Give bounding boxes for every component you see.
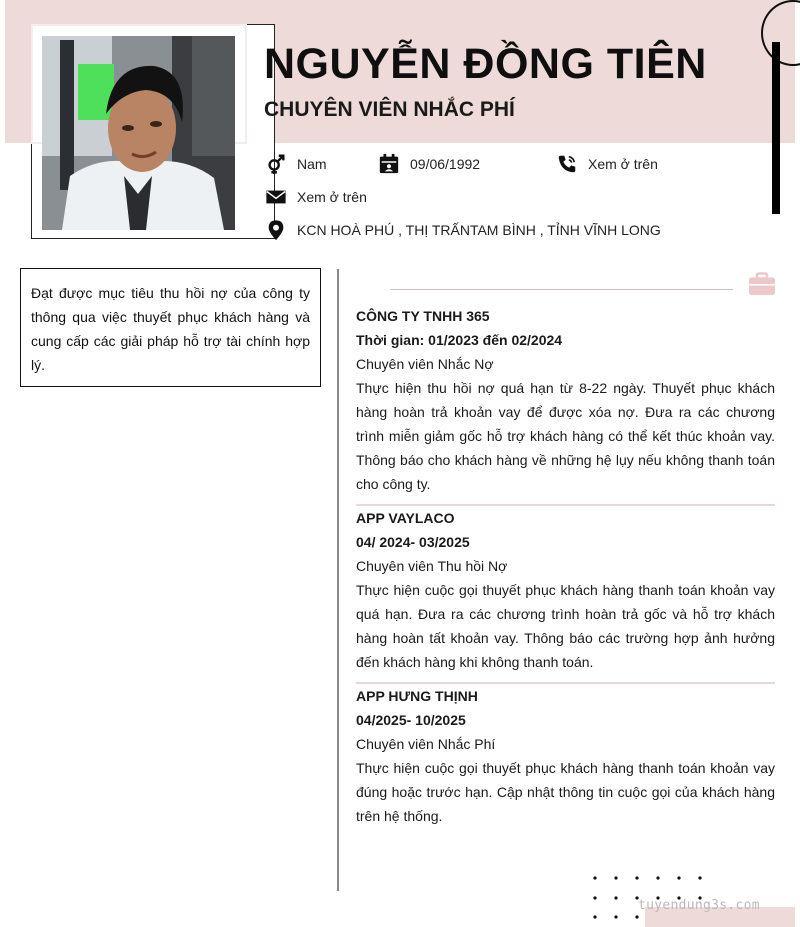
career-objective: Đạt được mục tiêu thu hồi nợ của công ty thông qua việc thuyết phục khách hàng và cung cấp các giải pháp hỗ trợ tài chính hợp lý. xyxy=(20,268,321,387)
address-info xyxy=(265,219,661,241)
experience-item xyxy=(356,304,775,496)
gender-info xyxy=(265,153,327,175)
job-title: CHUYÊN VIÊN NHẮC PHÍ xyxy=(264,98,515,121)
experience-role: Chuyên viên Nhắc Nợ xyxy=(356,356,494,372)
phone-value: Xem ở trên xyxy=(588,156,658,172)
email-info xyxy=(265,186,367,208)
phone-info xyxy=(556,153,658,175)
watermark: tuyendung3s.com xyxy=(638,898,760,913)
experience-company: APP VAYLACO xyxy=(356,510,455,526)
address-value: KCN HOÀ PHÚ , THỊ TRẤNTAM BÌNH , TỈNH VĨNH LONG xyxy=(297,222,661,238)
avatar xyxy=(42,36,235,230)
calendar-icon xyxy=(378,153,400,175)
experience-period: 04/2025- 10/2025 xyxy=(356,712,466,728)
experience-period: 04/ 2024- 03/2025 xyxy=(356,534,470,550)
briefcase-icon xyxy=(748,272,776,296)
gender-icon xyxy=(265,153,287,175)
experience-description: Thực hiện thu hồi nợ quá hạn từ 8-22 ngày. Thuyết phục khách hàng hoàn trả khoản vay để được xóa nợ. Đưa ra các chương trình miễn giảm gốc hỗ trợ khách hàng có thể kết thúc khoản vay. Thông báo cho khách hàng về những hệ lụy nếu không thanh toán cho công ty. xyxy=(356,380,775,492)
experience-company: CÔNG TY TNHH 365 xyxy=(356,308,490,324)
experience-item xyxy=(356,684,775,828)
experience-period: Thời gian: 01/2023 đến 02/2024 xyxy=(356,332,563,348)
phone-icon xyxy=(556,153,578,175)
map-pin-icon xyxy=(265,219,287,241)
column-divider xyxy=(337,269,339,891)
candidate-name: NGUYỄN ĐỒNG TIÊN xyxy=(264,40,707,88)
birthdate-value: 09/06/1992 xyxy=(410,156,481,172)
experience-description: Thực hiện cuộc gọi thuyết phục khách hàng thanh toán khoản vay quá hạn. Đưa ra các chương trình hoàn trả gốc và hỗ trợ khách hàng hoàn tất khoản vay. Thông báo các trường hợp ảnh hưởng đến khách hàng khi không thanh toán. xyxy=(356,582,775,670)
experience-role: Chuyên viên Nhắc Phí xyxy=(356,736,496,752)
experience-description: Thực hiện cuộc gọi thuyết phục khách hàng thanh toán khoản vay đúng hoặc trước hạn. Cập nhật thông tin cuộc gọi của khách hàng trên hệ thống. xyxy=(356,760,775,824)
experience-item xyxy=(356,506,775,674)
birthdate-info xyxy=(378,153,480,175)
gender-value: Nam xyxy=(297,156,327,172)
experience-company: APP HƯNG THỊNH xyxy=(356,688,478,704)
decorative-bar xyxy=(772,42,780,214)
experience-role: Chuyên viên Thu hồi Nợ xyxy=(356,558,508,574)
email-value: Xem ở trên xyxy=(297,189,367,205)
envelope-icon xyxy=(265,186,287,208)
experience-header-rule xyxy=(390,289,733,290)
